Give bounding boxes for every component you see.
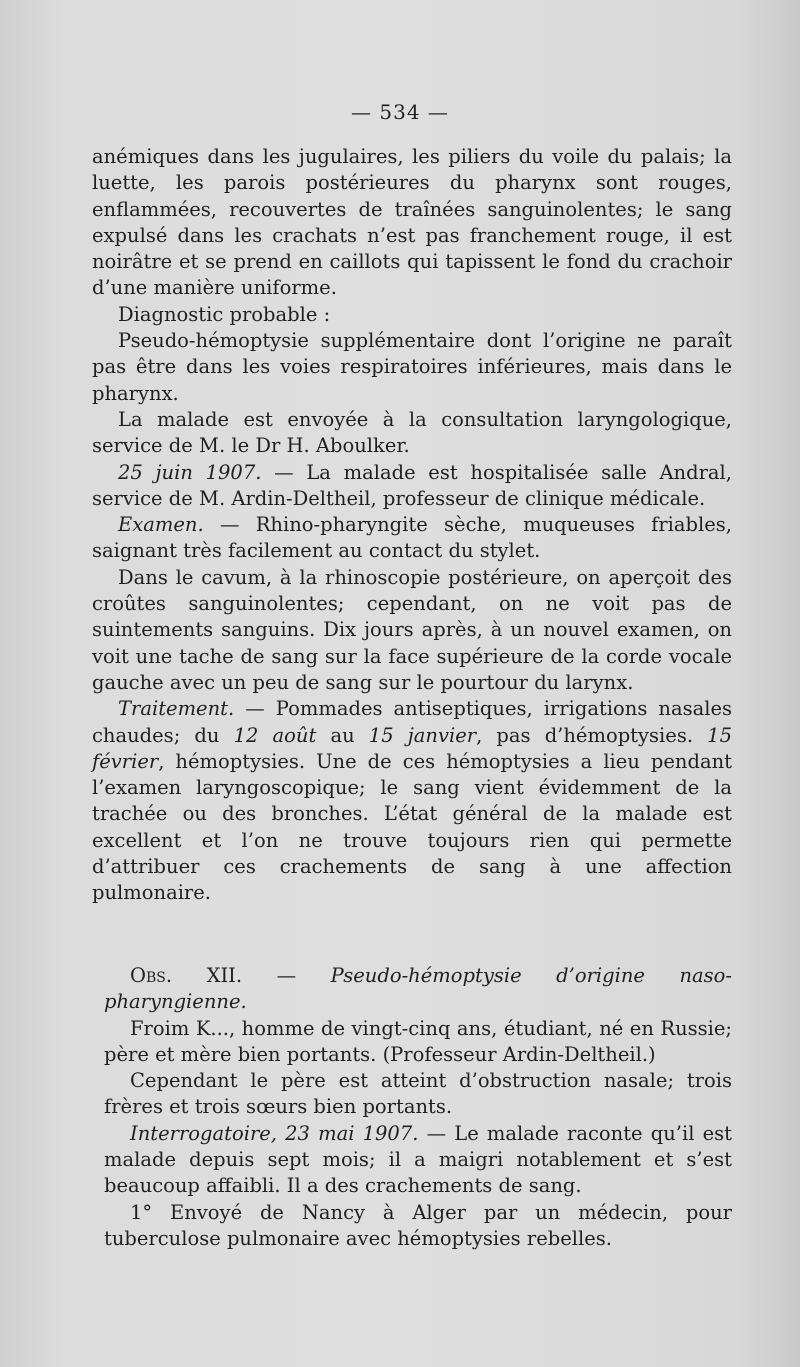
hospitalisation-text: — La malade est hospitalisée salle Andral, service de M. Ardin-Deltheil, professeur de clinique médicale. [92,460,732,510]
paragraph-history-1: 1° Envoyé de Nancy à Alger par un médecin, pour tuberculose pulmonaire avec hémoptysies rebelles. [104,1200,732,1250]
traitement-text-e: , hémoptysies. Une de ces hémoptysies a lieu pendant l’examen laryngoscopique; le sang vient évidemment de la trachée ou des bronches. L’état général de la malade est excellent et l’on ne trouve toujours rien qui permette d’attribuer ces crachements de sang à une affection pulmonaire. [92,749,732,905]
paragraph-referral: La malade est envoyée à la consultation laryngologique, service de M. le Dr H. Aboulker. [92,407,732,458]
paragraph-symptoms: anémiques dans les jugulaires, les piliers du voile du palais; la luette, les parois postérieures du pharynx sont rouges, enflammées, recouvertes de traînées sanguinolentes; le sang expulsé dans les crachats n’est pas franchement rouge, il est noirâtre et se prend en caillots qui tapissent le fond du crachoir d’une manière uniforme. [92,145,732,300]
date-25-juin: 25 juin 1907. [118,460,262,484]
interrogatoire-label: Interrogatoire, 23 mai 1907. [130,1121,419,1145]
paragraph-diagnosis: Pseudo-hémoptysie supplémentaire dont l’origine ne paraît pas être dans les voies respiratoires inférieures, mais dans le pharynx. [92,329,732,405]
obs-dash: — [242,964,331,987]
examen-text: — Rhino-pharyngite sèche, muqueuses friables, saignant très facilement au contact du stylet. [92,513,732,563]
traitement-text-b: au [316,723,369,747]
section-observation-xii [104,963,732,1252]
paragraph-diagnostic-heading: Diagnostic probable : [118,302,331,326]
traitement-text-a: — Pommades antiseptiques, irrigations nasales chaudes; du [92,697,732,747]
paragraph-cavum: Dans le cavum, à la rhinoscopie postérieure, on aperçoit des croûtes sanguinolentes; cependant, on ne voit pas de suintements sanguins. Dix jours après, à un nouvel examen, on voit une tache de sang sur la face supérieure de la corde vocale gauche avec un peu de sang sur le pourtour du larynx. [92,565,732,694]
interrogatoire-text: — Le malade raconte qu’il est malade depuis sept mois; il a maigri notablement et s’est beaucoup affaibli. Il a des crachements de sang. [104,1121,732,1198]
section-case-xi [92,144,732,907]
date-15-janvier: 15 janvier [368,723,477,747]
obs-label: Obs. XII. [130,964,243,987]
paragraph-hospitalisation [92,460,732,513]
page-number: — 534 — [351,100,449,124]
examen-label: Examen. [118,513,204,537]
paragraph-patient: Froim K..., homme de vingt-cinq ans, étudiant, né en Russie; père et mère bien portants. (Professeur Ardin-Deltheil.) [104,1016,732,1066]
date-12-aout: 12 août [233,723,317,747]
obs-title: Pseudo-hémoptysie d’origine naso-pharyngienne. [104,964,732,1014]
paragraph-traitement [92,696,732,906]
observation-heading [104,963,732,1016]
traitement-label: Traitement. [118,697,235,721]
traitement-text-c: , pas d’hémoptysies. [476,723,708,747]
paragraph-family: Cependant le père est atteint d’obstruction nasale; trois frères et trois sœurs bien portants. [104,1069,732,1119]
paragraph-examen [92,512,732,565]
date-15-fevrier: 15 février [92,723,732,773]
paragraph-interrogatoire [104,1121,732,1200]
